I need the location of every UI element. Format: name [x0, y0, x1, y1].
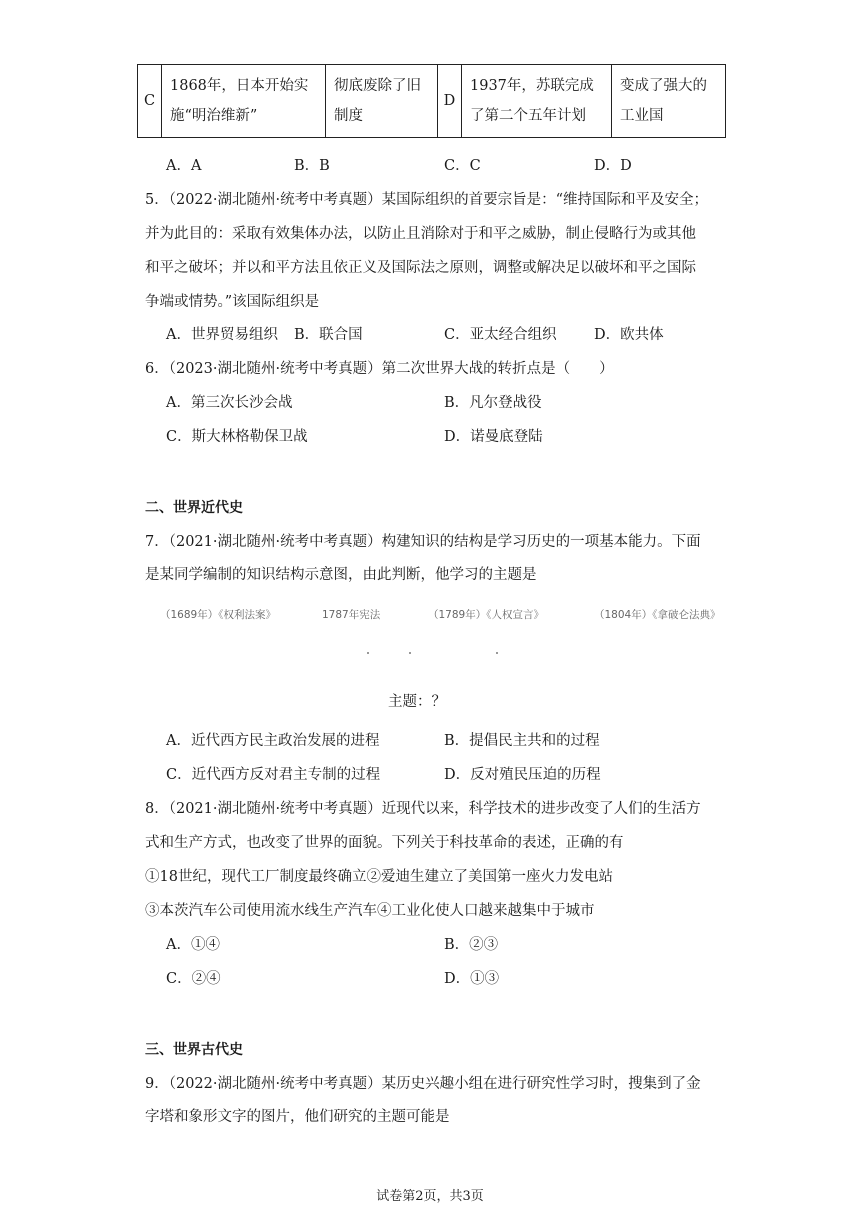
question-8-line: 式和生产方式，也改变了世界的面貌。下列关于科技革命的表述，正确的有 — [145, 835, 624, 851]
diagram-theme: 主题：？ — [388, 694, 446, 710]
q8-option-b[interactable]: B．②③ — [444, 937, 499, 953]
table-cell: 1937年，苏联完成了第二个五年计划 — [462, 65, 612, 138]
diagram-connector-dot — [367, 652, 369, 654]
diagram-label: （1689年）《权利法案》 — [160, 609, 276, 621]
q6-option-d[interactable]: D．诺曼底登陆 — [444, 429, 543, 445]
question-5-line: 和平之破坏；并以和平方法且依正义及国际法之原则，调整或解决足以破坏和平之国际 — [145, 260, 696, 276]
table-cell: 变成了强大的工业国 — [612, 65, 726, 138]
q5-option-b[interactable]: B．联合国 — [294, 327, 363, 343]
table-row — [138, 65, 726, 138]
q4-option-c[interactable]: C．C — [444, 158, 481, 174]
question-8-line: ③本茨汽车公司使用流水线生产汽车④工业化使人口越来越集中于城市 — [145, 903, 595, 919]
q7-option-c[interactable]: C．近代西方反对君主专制的过程 — [166, 767, 381, 783]
question-7-line: 是某同学编制的知识结构示意图，由此判断，他学习的主题是 — [145, 567, 537, 583]
diagram-label: （1804年）《拿破仑法典》 — [594, 609, 721, 621]
q7-option-b[interactable]: B．提倡民主共和的过程 — [444, 733, 600, 749]
question-5-line: 并为此目的：采取有效集体办法，以防止且消除对于和平之威胁，制止侵略行为或其他 — [145, 226, 696, 242]
diagram-label: （1789年）《人权宣言》 — [428, 609, 544, 621]
table-cell: D — [438, 65, 462, 138]
q8-option-a[interactable]: A．①④ — [166, 937, 220, 953]
question-9-line: 9．（2022·湖北随州·统考中考真题）某历史兴趣小组在进行研究性学习时，搜集到了金 — [145, 1076, 701, 1092]
q8-option-d[interactable]: D．①③ — [444, 971, 500, 987]
q7-option-a[interactable]: A．近代西方民主政治发展的进程 — [166, 733, 380, 749]
table-cell: 彻底废除了旧制度 — [326, 65, 438, 138]
question-7-line: 7．（2021·湖北随州·统考中考真题）构建知识的结构是学习历史的一项基本能力。下面 — [145, 534, 701, 550]
q5-option-a[interactable]: A．世界贸易组织 — [166, 327, 278, 343]
diagram-connector-dot — [409, 652, 411, 654]
diagram-connector-dot — [496, 652, 498, 654]
q7-option-d[interactable]: D．反对殖民压迫的历程 — [444, 767, 601, 783]
q5-option-c[interactable]: C．亚太经合组织 — [444, 327, 557, 343]
q6-option-c[interactable]: C．斯大林格勒保卫战 — [166, 429, 308, 445]
question-6-stem: 6．（2023·湖北随州·统考中考真题）第二次世界大战的转折点是（ ） — [145, 361, 614, 377]
table-cell: C — [138, 65, 162, 138]
page-footer: 试卷第2页，共3页 — [376, 1189, 484, 1204]
answer-table — [137, 64, 726, 138]
q5-option-d[interactable]: D．欧共体 — [594, 327, 664, 343]
q4-option-d[interactable]: D．D — [594, 158, 632, 174]
q4-option-b[interactable]: B．B — [294, 158, 330, 174]
q6-option-b[interactable]: B．凡尔登战役 — [444, 395, 542, 411]
q4-option-a[interactable]: A．A — [166, 158, 202, 174]
question-5-line: 5．（2022·湖北随州·统考中考真题）某国际组织的首要宗旨是：“维持国际和平及安全； — [145, 192, 709, 208]
section-heading: 三、世界古代史 — [145, 1042, 243, 1058]
q6-option-a[interactable]: A．第三次长沙会战 — [166, 395, 293, 411]
question-9-line: 字塔和象形文字的图片，他们研究的主题可能是 — [145, 1109, 450, 1125]
question-8-line: 8．（2021·湖北随州·统考中考真题）近现代以来，科学技术的进步改变了人们的生活方 — [145, 801, 701, 817]
table-cell: 1868年，日本开始实施“明治维新” — [162, 65, 326, 138]
section-heading: 二、世界近代史 — [145, 500, 243, 516]
question-5-line: 争端或情势。”该国际组织是 — [145, 294, 320, 310]
diagram-label: 1787年宪法 — [322, 609, 381, 621]
q8-option-c[interactable]: C．②④ — [166, 971, 221, 987]
question-8-line: ①18世纪，现代工厂制度最终确立②爱迪生建立了美国第一座火力发电站 — [145, 869, 613, 885]
